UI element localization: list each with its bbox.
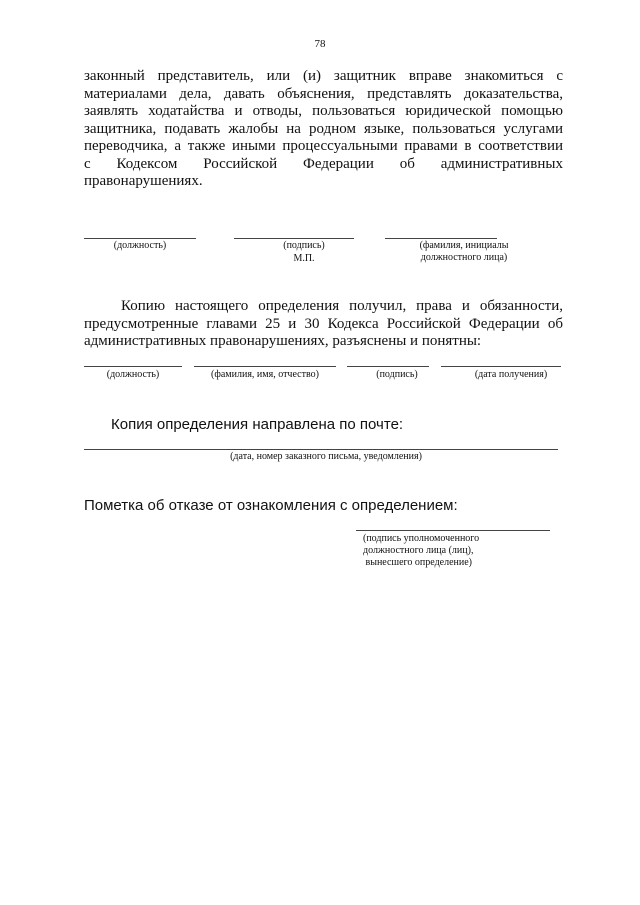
official-signature-line — [234, 238, 354, 239]
receipt-date-line — [441, 366, 561, 367]
page-number: 78 — [314, 38, 326, 50]
receipt-paragraph — [84, 298, 563, 351]
caption-line: (фамилия, инициалы — [419, 240, 509, 251]
paragraph-line: предусмотренные главами 25 и 30 Кодекса Российской Федерации об — [84, 315, 563, 332]
official-signature-caption: (подпись) — [283, 240, 325, 251]
recipient-signature-line — [347, 366, 429, 367]
paragraph-line: законный представитель, или (и) защитник вправе знакомиться с — [84, 68, 563, 84]
recipient-fullname-caption: (фамилия, имя, отчество) — [211, 369, 319, 380]
caption-line: вынесшего определение) — [363, 557, 472, 568]
rights-paragraph — [84, 68, 563, 191]
caption-line: (подпись уполномоченного — [363, 533, 480, 544]
caption-line: должностного лица (лиц), — [363, 545, 474, 556]
authorized-signature-line — [356, 530, 550, 531]
recipient-signature-caption: (подпись) — [376, 369, 418, 380]
mail-details-line — [84, 449, 558, 450]
recipient-fullname-line — [194, 366, 336, 367]
authorized-signature-caption — [363, 533, 563, 569]
paragraph-line: административных правонарушениях, разъяснены и понятны: — [84, 333, 482, 349]
paragraph-line: материалами дела, давать объяснения, представлять доказательства, — [84, 85, 563, 102]
mail-details-caption: (дата, номер заказного письма, уведомления) — [230, 451, 422, 462]
official-name-caption — [398, 240, 530, 264]
paragraph-line: защитника, подавать жалобы на родном языке, пользоваться услугами — [84, 120, 563, 137]
mail-copy-text: Копия определения направлена по почте: — [111, 416, 404, 433]
official-position-caption: (должность) — [113, 240, 167, 251]
paragraph-line: переводчика, а также иными процессуальными правами в соответствии — [84, 138, 563, 154]
paragraph-line: заявлять ходатайства и отводы, пользоваться юридической помощью — [84, 103, 563, 119]
caption-line: должностного лица) — [420, 252, 508, 263]
recipient-position-caption: (должность) — [106, 369, 160, 380]
paragraph-line: Копию настоящего определения получил, права и обязанности, — [121, 298, 563, 314]
receipt-date-caption: (дата получения) — [474, 369, 548, 380]
refusal-mark-text: Пометка об отказе от ознакомления с определением: — [84, 497, 458, 514]
paragraph-line: с Кодексом Российской Федерации об административных — [84, 155, 563, 172]
paragraph-line: правонарушениях. — [84, 173, 203, 189]
recipient-position-line — [84, 366, 182, 367]
official-name-line — [385, 238, 497, 239]
official-position-line — [84, 238, 196, 239]
seal-caption: М.П. — [293, 253, 315, 264]
